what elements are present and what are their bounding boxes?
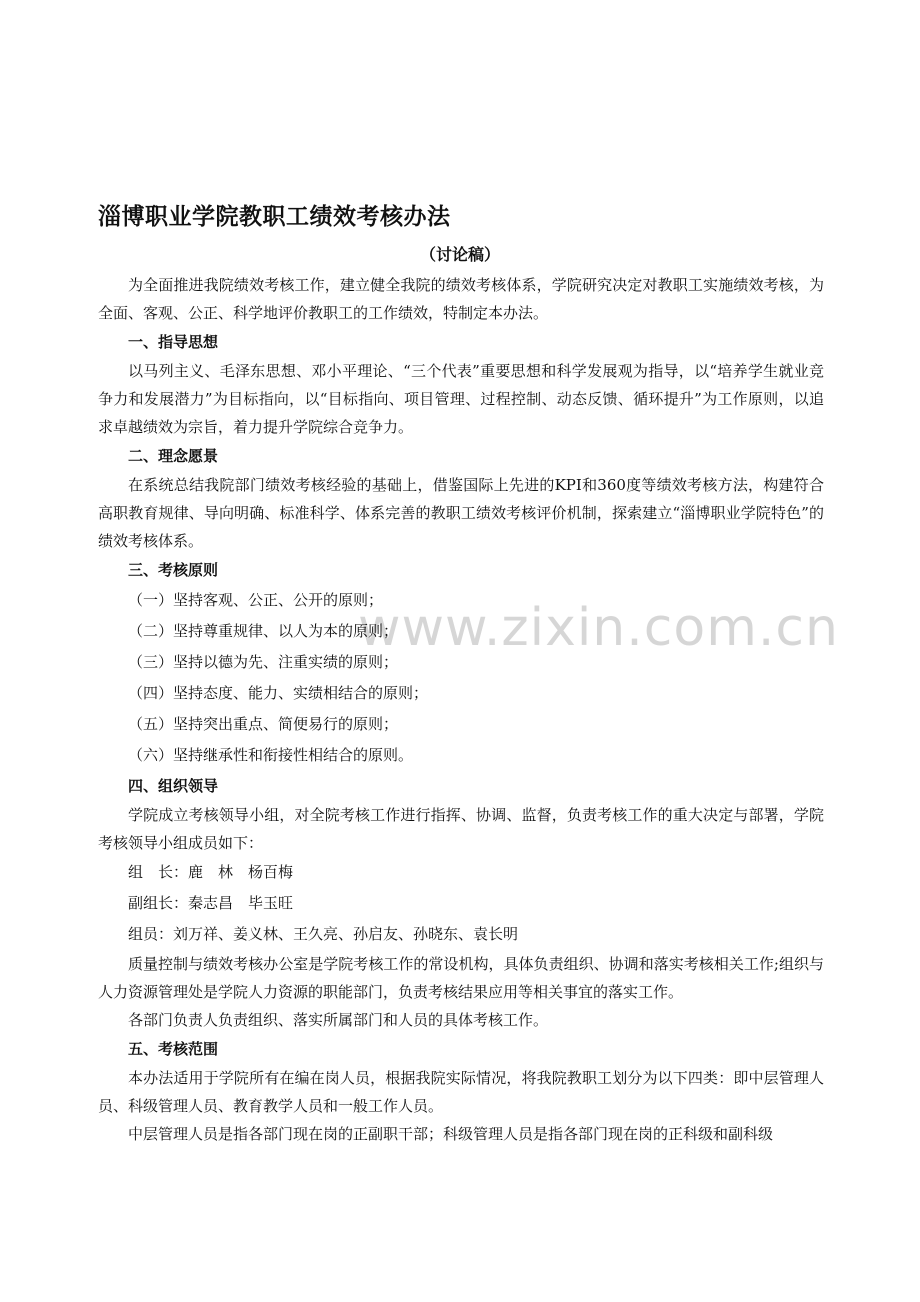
document-subtitle	[0, 242, 920, 265]
scope-definition-paragraph: 中层管理人员是指各部门现在岗的正副职干部；科级管理人员是指各部门现在岗的正科级和副科级	[128, 1125, 774, 1143]
section-heading-vision: 二、理念愿景	[128, 447, 219, 465]
principle-item: （六）坚持继承性和衔接性相结合的原则。	[128, 746, 414, 764]
vision-paragraph: 在系统总结我院部门绩效考核经验的基础上，借鉴国际上先进的KPI和360度等绩效考核方法，构建符合高职教育规律、导向明确、标准科学、体系完善的教职工绩效考核评价机制，探索建立“淄博职业学院特色”的绩效考核体系。	[98, 476, 824, 550]
watermark-text: www.zixin.com.cn	[358, 598, 839, 658]
document-title: 淄博职业学院教职工绩效考核办法	[98, 204, 451, 230]
principle-item: （三）坚持以德为先、注重实绩的原则；	[128, 653, 399, 671]
section-heading-organization: 四、组织领导	[128, 777, 219, 795]
section-heading-scope: 五、考核范围	[128, 1040, 219, 1058]
organization-paragraph: 学院成立考核领导小组，对全院考核工作进行指挥、协调、监督，负责考核工作的重大决定与部署，学院考核领导小组成员如下：	[98, 806, 824, 852]
members-line: 组员：刘万祥、姜义林、王久亮、孙启友、孙晓东、袁长明	[128, 925, 519, 943]
principle-item: （一）坚持客观、公正、公开的原则；	[128, 591, 384, 609]
principle-item: （二）坚持尊重规律、以人为本的原则；	[128, 622, 399, 640]
section-heading-guiding-ideology: 一、指导思想	[128, 333, 219, 351]
group-leader-line: 组 长：鹿 林 杨百梅	[128, 863, 294, 881]
intro-paragraph: 为全面推进我院绩效考核工作，建立健全我院的绩效考核体系，学院研究决定对教职工实施绩效考核，为全面、客观、公正、科学地评价教职工的工作绩效，特制定本办法。	[98, 276, 824, 322]
principle-item: （五）坚持突出重点、简便易行的原则；	[128, 715, 399, 733]
department-paragraph: 各部门负责人负责组织、落实所属部门和人员的具体考核工作。	[128, 1011, 549, 1029]
document-body	[98, 271, 824, 1148]
deputy-leader-line: 副组长：秦志昌 毕玉旺	[128, 894, 294, 912]
scope-paragraph: 本办法适用于学院所有在编在岗人员，根据我院实际情况，将我院教职工划分为以下四类：即中层管理人员、科级管理人员、教育教学人员和一般工作人员。	[98, 1069, 824, 1115]
guiding-ideology-paragraph: 以马列主义、毛泽东思想、邓小平理论、“三个代表”重要思想和科学发展观为指导，以“培养学生就业竞争力和发展潜力”为目标指向，以“目标指向、项目管理、过程控制、动态反馈、循环提升”为工作原则，以追求卓越绩效为宗旨，着力提升学院综合竞争力。	[98, 362, 824, 436]
office-paragraph: 质量控制与绩效考核办公室是学院考核工作的常设机构，具体负责组织、协调和落实考核相关工作;组织与人力资源管理处是学院人力资源的职能部门，负责考核结果应用等相关事宜的落实工作。	[98, 955, 824, 1001]
section-heading-principles: 三、考核原则	[128, 561, 219, 579]
principle-item: （四）坚持态度、能力、实绩相结合的原则；	[128, 684, 429, 702]
subtitle-text: （讨论稿）	[419, 245, 500, 264]
